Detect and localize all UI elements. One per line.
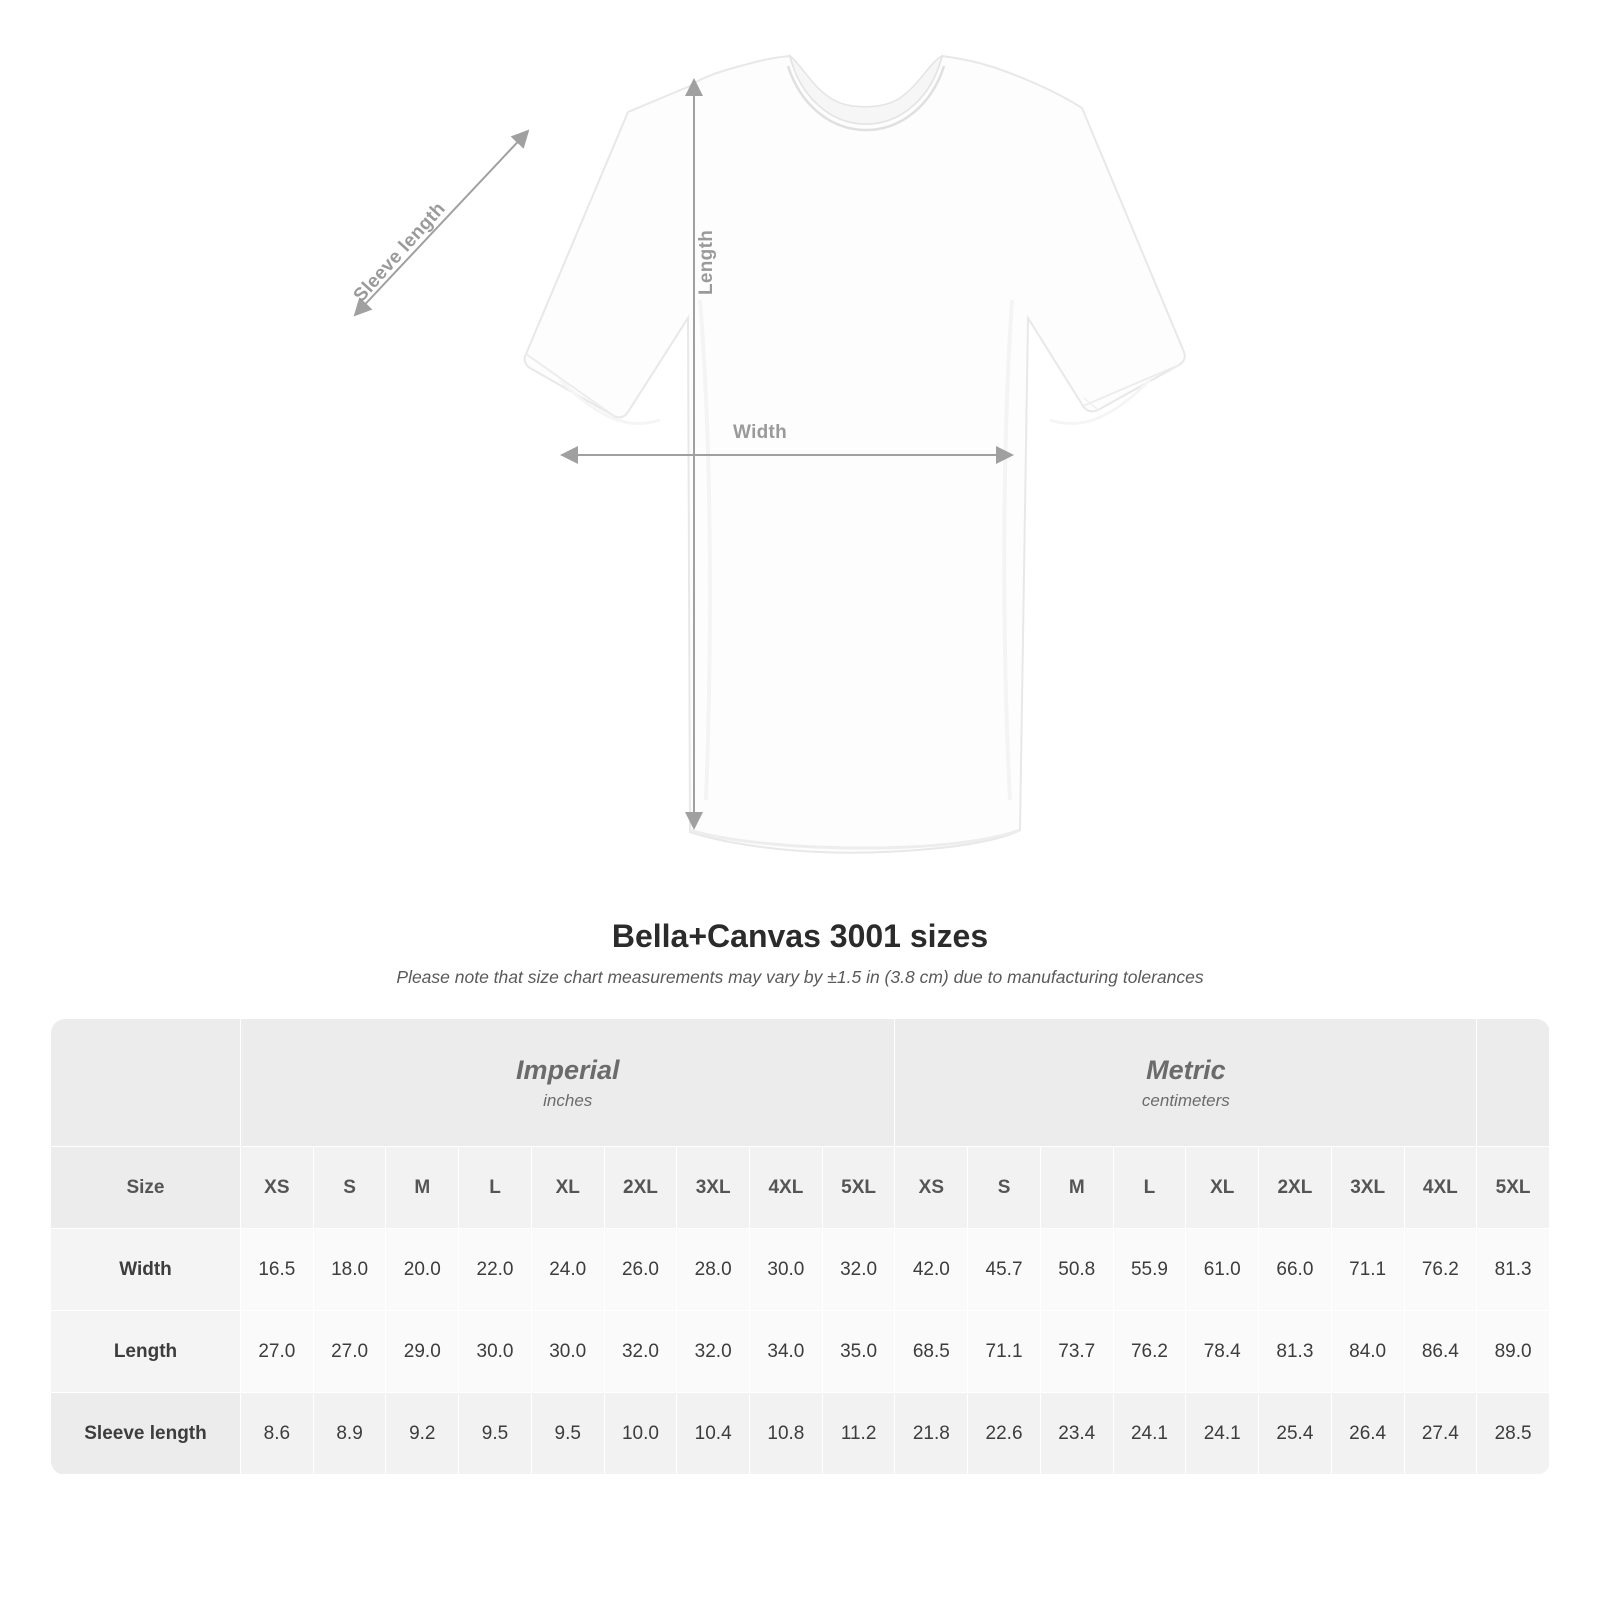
page-title: Bella+Canvas 3001 sizes [611, 918, 989, 954]
cell: 24.1 [1113, 1393, 1186, 1475]
cell: 10.8 [750, 1393, 823, 1475]
cell: 24.1 [1186, 1393, 1259, 1475]
cell: 27.0 [241, 1311, 314, 1393]
cell: 27.4 [1404, 1393, 1477, 1475]
column-header: 4XL [1404, 1147, 1477, 1229]
cell: 66.0 [1259, 1229, 1332, 1311]
cell: 10.0 [604, 1393, 677, 1475]
cell: 23.4 [1040, 1393, 1113, 1475]
cell: 26.4 [1331, 1393, 1404, 1475]
cell: 24.0 [531, 1229, 604, 1311]
cell: 42.0 [895, 1229, 968, 1311]
cell: 10.4 [677, 1393, 750, 1475]
size-table [50, 1018, 1550, 1475]
column-header: 4XL [750, 1147, 823, 1229]
column-header: 3XL [677, 1147, 750, 1229]
cell: 9.5 [459, 1393, 532, 1475]
sleeve-length-dimension-label: Sleeve length [349, 198, 450, 307]
cell: 32.0 [677, 1311, 750, 1393]
unit-band-spacer [51, 1019, 241, 1147]
cell: 76.2 [1113, 1311, 1186, 1393]
cell: 30.0 [459, 1311, 532, 1393]
cell: 78.4 [1186, 1311, 1259, 1393]
cell: 34.0 [750, 1311, 823, 1393]
cell: 32.0 [822, 1229, 895, 1311]
unit-metric [895, 1019, 1477, 1147]
row-header-length: Length [51, 1311, 241, 1393]
unit-imperial-name: Imperial [515, 1055, 620, 1086]
cell: 76.2 [1404, 1229, 1477, 1311]
cell: 84.0 [1331, 1311, 1404, 1393]
column-header: S [968, 1147, 1041, 1229]
cell: 11.2 [822, 1393, 895, 1475]
size-table-wrapper [50, 1018, 1550, 1475]
length-dimension-label: Length [696, 229, 717, 295]
column-header-size: Size [51, 1147, 241, 1229]
column-header: M [386, 1147, 459, 1229]
unit-metric-name: Metric [1146, 1055, 1226, 1086]
unit-imperial [241, 1019, 895, 1147]
cell: 35.0 [822, 1311, 895, 1393]
column-header: XL [531, 1147, 604, 1229]
cell: 25.4 [1259, 1393, 1332, 1475]
cell: 8.6 [241, 1393, 314, 1475]
cell: 29.0 [386, 1311, 459, 1393]
table-row [51, 1393, 1550, 1475]
table-header-row [51, 1147, 1550, 1229]
cell: 28.5 [1477, 1393, 1550, 1475]
cell: 9.2 [386, 1393, 459, 1475]
cell: 16.5 [241, 1229, 314, 1311]
table-row [51, 1229, 1550, 1311]
cell: 73.7 [1040, 1311, 1113, 1393]
unit-band-row [51, 1019, 1550, 1147]
unit-band-spacer-right [1477, 1019, 1550, 1147]
row-header-sleeve-length: Sleeve length [51, 1393, 241, 1475]
table-row [51, 1311, 1550, 1393]
column-header: XS [895, 1147, 968, 1229]
cell: 81.3 [1477, 1229, 1550, 1311]
column-header: 2XL [1259, 1147, 1332, 1229]
unit-metric-sub: centimeters [1141, 1090, 1230, 1110]
cell: 8.9 [313, 1393, 386, 1475]
unit-imperial-sub: inches [543, 1090, 593, 1110]
cell: 86.4 [1404, 1311, 1477, 1393]
cell: 32.0 [604, 1311, 677, 1393]
column-header: M [1040, 1147, 1113, 1229]
row-header-width: Width [51, 1229, 241, 1311]
cell: 68.5 [895, 1311, 968, 1393]
cell: 21.8 [895, 1393, 968, 1475]
cell: 45.7 [968, 1229, 1041, 1311]
column-header: 2XL [604, 1147, 677, 1229]
cell: 81.3 [1259, 1311, 1332, 1393]
tolerance-note: Please note that size chart measurements may vary by ±1.5 in (3.8 cm) due to manufacturing tolerances [396, 967, 1204, 987]
width-dimension-label: Width [733, 422, 788, 443]
column-header: XL [1186, 1147, 1259, 1229]
cell: 18.0 [313, 1229, 386, 1311]
column-header: 5XL [822, 1147, 895, 1229]
column-header: S [313, 1147, 386, 1229]
cell: 26.0 [604, 1229, 677, 1311]
cell: 20.0 [386, 1229, 459, 1311]
column-header: 5XL [1477, 1147, 1550, 1229]
cell: 30.0 [750, 1229, 823, 1311]
column-header: 3XL [1331, 1147, 1404, 1229]
cell: 9.5 [531, 1393, 604, 1475]
title-block [0, 918, 1600, 988]
column-header: L [1113, 1147, 1186, 1229]
column-header: XS [241, 1147, 314, 1229]
column-header: L [459, 1147, 532, 1229]
cell: 22.0 [459, 1229, 532, 1311]
cell: 27.0 [313, 1311, 386, 1393]
cell: 28.0 [677, 1229, 750, 1311]
cell: 61.0 [1186, 1229, 1259, 1311]
cell: 50.8 [1040, 1229, 1113, 1311]
cell: 30.0 [531, 1311, 604, 1393]
cell: 89.0 [1477, 1311, 1550, 1393]
cell: 55.9 [1113, 1229, 1186, 1311]
cell: 22.6 [968, 1393, 1041, 1475]
cell: 71.1 [968, 1311, 1041, 1393]
cell: 71.1 [1331, 1229, 1404, 1311]
